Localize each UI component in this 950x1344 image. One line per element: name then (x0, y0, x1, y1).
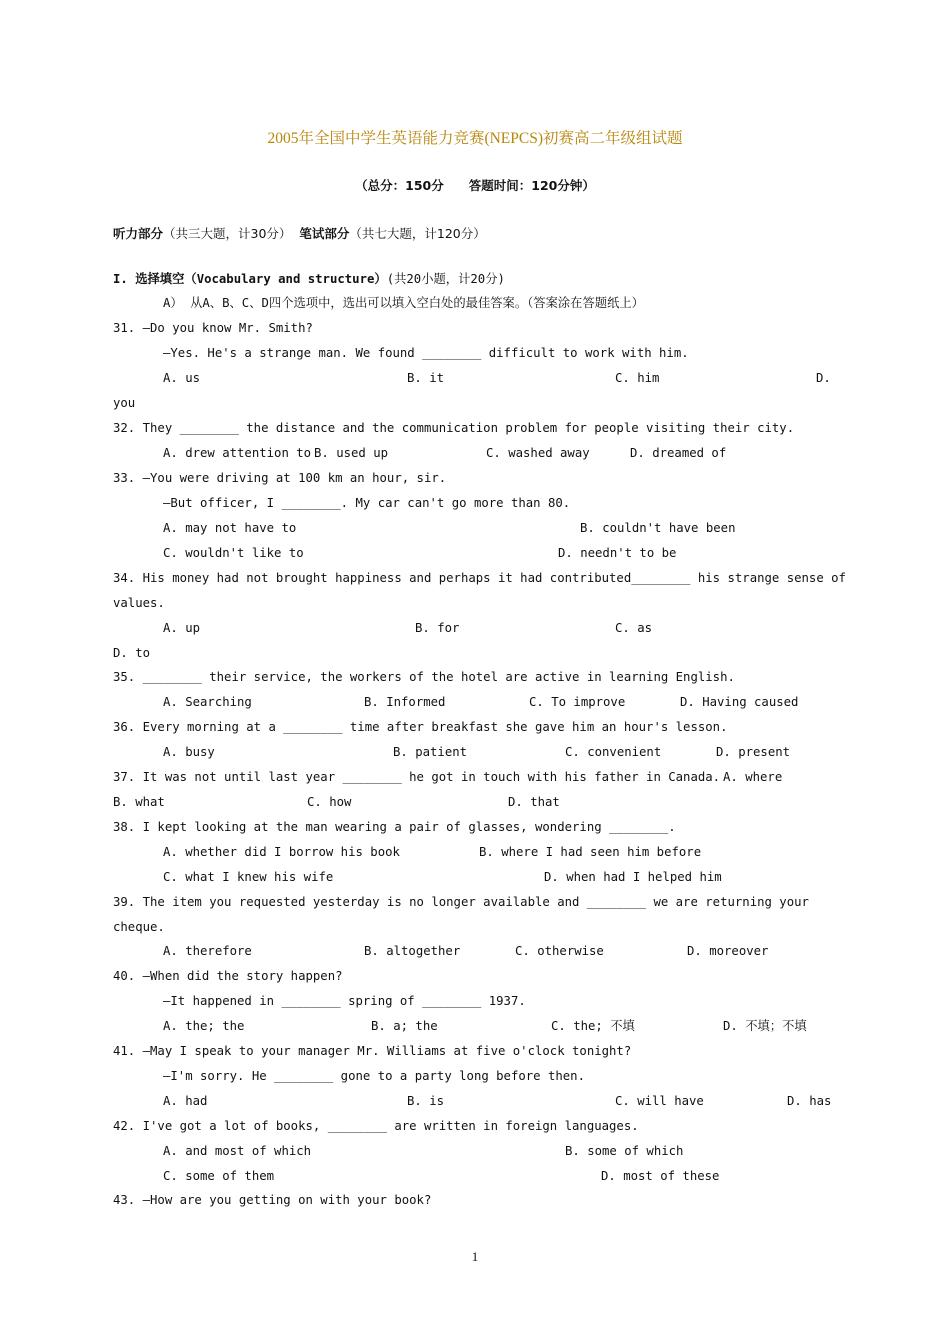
question-stem: 34. His money had not brought happiness and perhaps it had contributed________ his strange sense of (113, 571, 846, 585)
question-stem-wrap: cheque. (113, 920, 165, 934)
option-b: B. altogether (364, 944, 461, 958)
question-stem-reply: —It happened in ________ spring of ________ 1937. (163, 994, 526, 1008)
option-c: C. him (615, 371, 660, 385)
option-a: A. up (163, 621, 201, 635)
question-stem: 42. I've got a lot of books, ________ are written in foreign languages. (113, 1119, 639, 1133)
writing-label: 笔试部分 (299, 226, 350, 241)
question-stem-reply: —I'm sorry. He ________ gone to a party long before then. (163, 1069, 585, 1083)
option-c: C. convenient (565, 745, 662, 759)
question-stem: 35. ________ their service, the workers of the hotel are active in learning English. (113, 670, 735, 684)
question-stem: 33. —You were driving at 100 km an hour, sir. (113, 471, 447, 485)
writing-detail: （共七大题，计120分） (349, 226, 486, 241)
option-d: D. 不填；不填 (723, 1019, 807, 1033)
option-d: D. when had I helped him (544, 870, 722, 884)
option-d: D. moreover (687, 944, 769, 958)
option-d: D. dreamed of (630, 446, 727, 460)
listening-label: 听力部分 (113, 226, 164, 241)
option-c: C. how (307, 795, 352, 809)
parts-summary (113, 224, 486, 242)
option-b: B. for (415, 621, 460, 635)
question-stem-reply: —But officer, I ________. My car can't go more than 80. (163, 496, 571, 510)
exam-title: 2005年全国中学生英语能力竞赛(NEPCS)初赛高二年级组试题 (267, 130, 683, 147)
option-d: D. that (508, 795, 560, 809)
question-stem: 43. —How are you getting on with your book? (113, 1193, 432, 1207)
option-a: A. had (163, 1094, 208, 1108)
option-c: C. will have (615, 1094, 704, 1108)
option-b: B. is (407, 1094, 445, 1108)
question-stem-wrap: values. (113, 596, 165, 610)
option-a: A. where (723, 770, 783, 784)
question-stem: 31. —Do you know Mr. Smith? (113, 321, 313, 335)
option-b: B. a; the (371, 1019, 438, 1033)
option-b: B. patient (393, 745, 468, 759)
option-c: C. wouldn't like to (163, 546, 304, 560)
question-stem: 38. I kept looking at the man wearing a pair of glasses, wondering ________. (113, 820, 676, 834)
question-stem: 40. —When did the story happen? (113, 969, 343, 983)
option-a: A. and most of which (163, 1144, 312, 1158)
option-c: C. the; 不填 (551, 1019, 635, 1033)
exam-subtitle: （总分：150分 答题时间：120分钟） (355, 178, 595, 193)
option-b: B. where I had seen him before (479, 845, 702, 859)
option-c: C. washed away (486, 446, 590, 460)
option-d: D. has (787, 1094, 832, 1108)
section-heading: I. 选择填空（Vocabulary and structure）(共20小题，计20分) (113, 272, 505, 286)
option-d: D. most of these (601, 1169, 720, 1183)
question-stem: 36. Every morning at a ________ time after breakfast she gave him an hour's lesson. (113, 720, 728, 734)
question-stem: 41. —May I speak to your manager Mr. Williams at five o'clock tonight? (113, 1044, 632, 1058)
option-d-wrap: you (113, 396, 136, 410)
question-stem: 32. They ________ the distance and the communication problem for people visiting their city. (113, 421, 795, 435)
question-stem-reply: —Yes. He's a strange man. We found ________ difficult to work with him. (163, 346, 689, 360)
option-d: D. present (716, 745, 791, 759)
option-c: C. as (615, 621, 653, 635)
option-a: A. us (163, 371, 201, 385)
option-c: C. some of them (163, 1169, 275, 1183)
option-a: A. therefore (163, 944, 252, 958)
option-c: C. what I knew his wife (163, 870, 334, 884)
question-stem: 37. It was not until last year ________ he got in touch with his father in Canada. (113, 770, 721, 784)
option-b: B. some of which (565, 1144, 684, 1158)
option-a: A. the; the (163, 1019, 245, 1033)
listening-detail: （共三大题，计30分） (163, 226, 292, 241)
option-d: D. Having caused (680, 695, 799, 709)
option-c: C. To improve (529, 695, 626, 709)
option-b: B. it (407, 371, 445, 385)
option-a: A. Searching (163, 695, 252, 709)
option-b: B. used up (314, 446, 389, 460)
option-d: D. needn't to be (558, 546, 677, 560)
option-b: B. Informed (364, 695, 446, 709)
option-a: A. drew attention to (163, 446, 312, 460)
option-a: A. may not have to (163, 521, 297, 535)
option-a: A. whether did I borrow his book (163, 845, 400, 859)
page-number: 1 (471, 1249, 479, 1264)
section-instruction: A） 从A、B、C、D四个选项中，选出可以填入空白处的最佳答案。（答案涂在答题纸上） (163, 296, 644, 310)
option-a: A. busy (163, 745, 215, 759)
option-c: C. otherwise (515, 944, 604, 958)
option-d: D. to (113, 646, 151, 660)
question-stem: 39. The item you requested yesterday is no longer available and ________ we are returning your (113, 895, 809, 909)
option-d: D. (816, 371, 831, 385)
option-b: B. couldn't have been (580, 521, 736, 535)
option-b: B. what (113, 795, 165, 809)
